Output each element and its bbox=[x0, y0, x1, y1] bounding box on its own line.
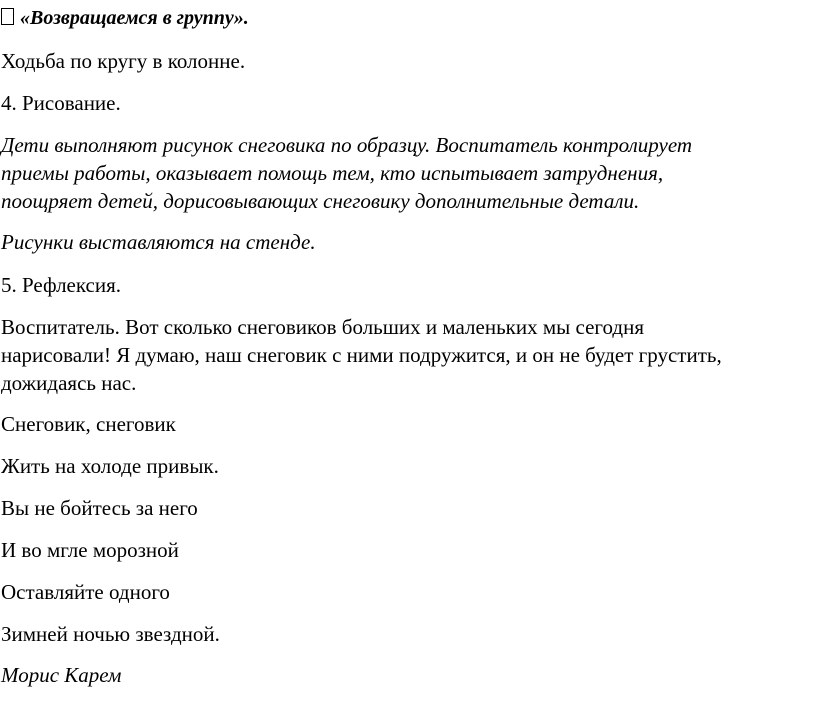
poem-line-5: Оставляйте одного bbox=[1, 580, 170, 604]
poem-line-6: Зимней ночью звездной. bbox=[1, 622, 220, 646]
poem-line-4: И во мгле морозной bbox=[1, 538, 179, 562]
paragraph-drawing-title: 4. Рисование. bbox=[1, 91, 121, 115]
poem-author: Морис Карем bbox=[1, 663, 122, 687]
poem-line-1: Снеговик, снеговик bbox=[1, 412, 176, 436]
section-heading-text: «Возвращаемся в группу». bbox=[20, 7, 249, 29]
paragraph-walking: Ходьба по кругу в колонне. bbox=[1, 49, 246, 73]
paragraph-teacher-line-2: нарисовали! Я думаю, наш снеговик с ними подружится, и он не будет грустить, bbox=[1, 343, 722, 367]
paragraph-drawing-line-1: Дети выполняют рисунок снеговика по образцу. Воспитатель контролирует bbox=[1, 133, 693, 157]
paragraph-teacher-line-1: Воспитатель. Вот сколько снеговиков больших и маленьких мы сегодня bbox=[1, 315, 644, 339]
section-heading bbox=[1, 4, 249, 32]
paragraph-drawing-line-3: поощряет детей, дорисовывающих снеговику дополнительные детали. bbox=[1, 189, 640, 213]
poem-line-3: Вы не бойтесь за него bbox=[1, 496, 198, 520]
paragraph-drawing-line-2: приемы работы, оказывает помощь тем, кто испытывает затруднения, bbox=[1, 161, 664, 185]
poem-line-2: Жить на холоде привык. bbox=[1, 454, 219, 478]
missing-glyph-box-icon bbox=[1, 8, 14, 25]
paragraph-teacher-line-3: дожидаясь нас. bbox=[1, 371, 137, 395]
paragraph-drawings-exhibited: Рисунки выставляются на стенде. bbox=[1, 230, 316, 254]
paragraph-reflection-title: 5. Рефлексия. bbox=[1, 273, 122, 297]
